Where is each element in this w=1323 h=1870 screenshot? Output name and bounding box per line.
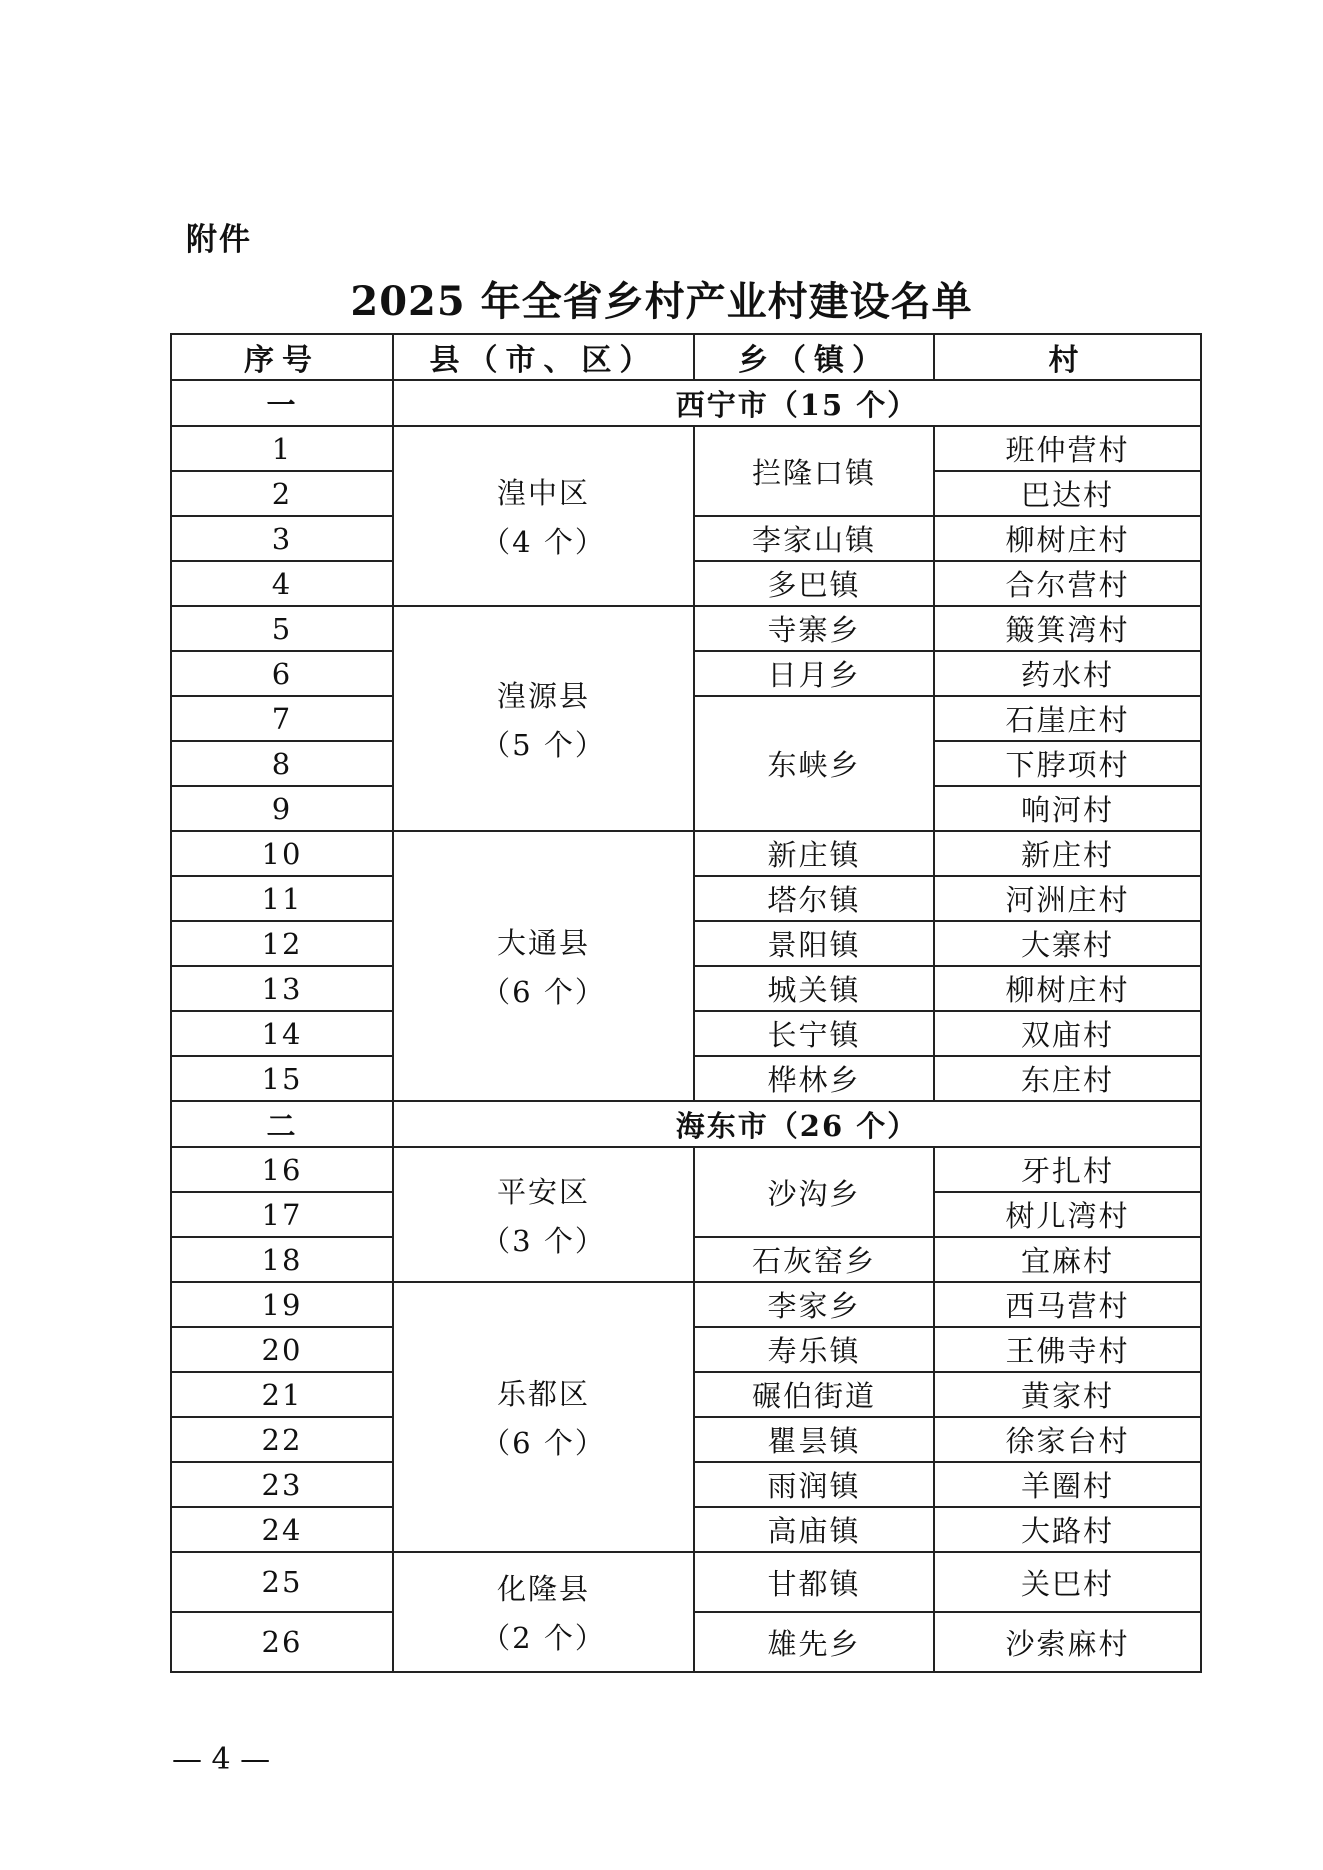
header-town: 乡（镇） xyxy=(694,334,934,380)
town-name: 长宁镇 xyxy=(694,1011,934,1056)
village-name: 羊圈村 xyxy=(934,1462,1201,1507)
town-name: 石灰窑乡 xyxy=(694,1237,934,1282)
village-name: 下脖项村 xyxy=(934,741,1201,786)
town-name: 瞿昙镇 xyxy=(694,1417,934,1462)
village-name: 河洲庄村 xyxy=(934,876,1201,921)
village-name: 大路村 xyxy=(934,1507,1201,1552)
county-cell xyxy=(393,426,694,606)
county-name: 湟中区 xyxy=(496,476,590,510)
county-name: 化隆县 xyxy=(496,1572,590,1606)
section-row xyxy=(171,380,1201,426)
serial-number: 15 xyxy=(171,1056,393,1101)
serial-number: 21 xyxy=(171,1372,393,1417)
serial-number: 2 xyxy=(171,471,393,516)
serial-number: 10 xyxy=(171,831,393,876)
village-name: 石崖庄村 xyxy=(934,696,1201,741)
village-name: 柳树庄村 xyxy=(934,516,1201,561)
town-name: 高庙镇 xyxy=(694,1507,934,1552)
serial-number: 11 xyxy=(171,876,393,921)
village-name: 关巴村 xyxy=(934,1552,1201,1612)
county-count: （3 个） xyxy=(481,1223,606,1258)
town-name: 雄先乡 xyxy=(694,1612,934,1672)
serial-number: 6 xyxy=(171,651,393,696)
village-name: 西马营村 xyxy=(934,1282,1201,1327)
town-name: 沙沟乡 xyxy=(694,1147,934,1237)
annex-label: 附件 xyxy=(186,222,252,258)
table-row xyxy=(171,831,1201,876)
village-name: 树儿湾村 xyxy=(934,1192,1201,1237)
serial-number: 20 xyxy=(171,1327,393,1372)
table-row xyxy=(171,1282,1201,1327)
village-name: 响河村 xyxy=(934,786,1201,831)
village-name: 东庄村 xyxy=(934,1056,1201,1101)
village-name: 巴达村 xyxy=(934,471,1201,516)
serial-number: 3 xyxy=(171,516,393,561)
village-name: 合尔营村 xyxy=(934,561,1201,606)
town-name: 东峡乡 xyxy=(694,696,934,831)
serial-number: 19 xyxy=(171,1282,393,1327)
village-roster-table xyxy=(170,333,1202,1673)
county-cell xyxy=(393,1552,694,1672)
serial-number: 14 xyxy=(171,1011,393,1056)
serial-number: 7 xyxy=(171,696,393,741)
town-name: 拦隆口镇 xyxy=(694,426,934,516)
serial-number: 22 xyxy=(171,1417,393,1462)
village-name: 药水村 xyxy=(934,651,1201,696)
table-row xyxy=(171,606,1201,651)
document-title: 2025 年全省乡村产业村建设名单 xyxy=(350,278,973,325)
serial-number: 13 xyxy=(171,966,393,1011)
serial-number: 9 xyxy=(171,786,393,831)
county-cell xyxy=(393,606,694,831)
town-name: 碾伯街道 xyxy=(694,1372,934,1417)
serial-number: 26 xyxy=(171,1612,393,1672)
village-name: 柳树庄村 xyxy=(934,966,1201,1011)
section-number: 二 xyxy=(171,1101,393,1147)
town-name: 甘都镇 xyxy=(694,1552,934,1612)
town-name: 城关镇 xyxy=(694,966,934,1011)
village-name: 双庙村 xyxy=(934,1011,1201,1056)
page-number: — 4 — xyxy=(172,1742,271,1777)
county-name: 乐都区 xyxy=(496,1377,590,1411)
county-count: （6 个） xyxy=(481,975,606,1009)
section-number: 一 xyxy=(171,380,393,426)
county-name: 湟源县 xyxy=(496,678,590,713)
village-name: 徐家台村 xyxy=(934,1417,1201,1462)
town-name: 寺寨乡 xyxy=(694,606,934,651)
village-name: 班仲营村 xyxy=(934,426,1201,471)
town-name: 雨润镇 xyxy=(694,1462,934,1507)
village-name: 牙扎村 xyxy=(934,1147,1201,1192)
county-count: （4 个） xyxy=(481,525,606,559)
town-name: 景阳镇 xyxy=(694,921,934,966)
header-row xyxy=(171,334,1201,380)
serial-number: 24 xyxy=(171,1507,393,1552)
town-name: 李家山镇 xyxy=(694,516,934,561)
table-row xyxy=(171,1147,1201,1192)
county-cell xyxy=(393,1147,694,1282)
village-name: 黄家村 xyxy=(934,1372,1201,1417)
serial-number: 12 xyxy=(171,921,393,966)
serial-number: 4 xyxy=(171,561,393,606)
town-name: 寿乐镇 xyxy=(694,1327,934,1372)
village-name: 沙索麻村 xyxy=(934,1612,1201,1672)
county-cell xyxy=(393,1282,694,1552)
county-count: （6 个） xyxy=(481,1426,606,1460)
section-name: 海东市（26 个） xyxy=(393,1101,1201,1147)
county-name: 大通县 xyxy=(496,926,590,960)
county-count: （5 个） xyxy=(481,727,606,762)
serial-number: 5 xyxy=(171,606,393,651)
village-name: 簸箕湾村 xyxy=(934,606,1201,651)
header-village: 村 xyxy=(934,334,1201,380)
serial-number: 18 xyxy=(171,1237,393,1282)
serial-number: 17 xyxy=(171,1192,393,1237)
town-name: 日月乡 xyxy=(694,651,934,696)
county-name: 平安区 xyxy=(496,1174,590,1209)
table-row xyxy=(171,1552,1201,1612)
serial-number: 1 xyxy=(171,426,393,471)
village-name: 宜麻村 xyxy=(934,1237,1201,1282)
town-name: 新庄镇 xyxy=(694,831,934,876)
town-name: 多巴镇 xyxy=(694,561,934,606)
serial-number: 25 xyxy=(171,1552,393,1612)
town-name: 塔尔镇 xyxy=(694,876,934,921)
section-name: 西宁市（15 个） xyxy=(393,380,1201,426)
village-name: 王佛寺村 xyxy=(934,1327,1201,1372)
serial-number: 23 xyxy=(171,1462,393,1507)
town-name: 桦林乡 xyxy=(694,1056,934,1101)
table-row xyxy=(171,426,1201,471)
county-cell xyxy=(393,831,694,1101)
serial-number: 8 xyxy=(171,741,393,786)
serial-number: 16 xyxy=(171,1147,393,1192)
section-row xyxy=(171,1101,1201,1147)
village-name: 大寨村 xyxy=(934,921,1201,966)
header-serial: 序号 xyxy=(171,334,393,380)
header-county: 县（市、区） xyxy=(393,334,694,380)
village-name: 新庄村 xyxy=(934,831,1201,876)
county-count: （2 个） xyxy=(481,1621,606,1655)
town-name: 李家乡 xyxy=(694,1282,934,1327)
